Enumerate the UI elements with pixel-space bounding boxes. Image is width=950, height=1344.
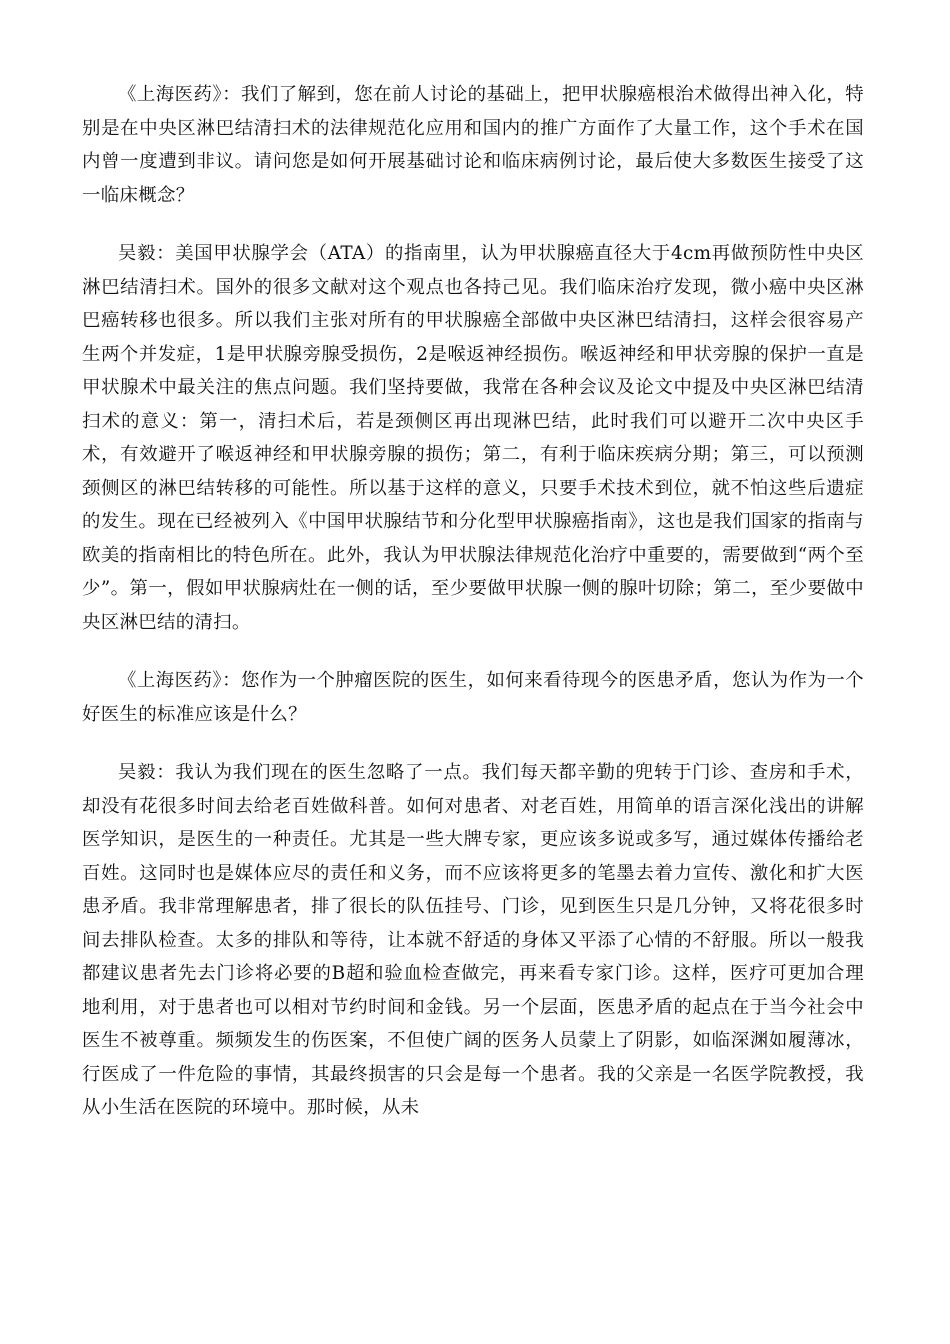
interview-answer-paragraph: 吴毅：美国甲状腺学会（ATA）的指南里，认为甲状腺癌直径大于4cm再做预防性中央区淋巴结清扫术。国外的很多文献对这个观点也各持己见。我们临床治疗发现，微小癌中央区淋巴癌转移也很多。所以我们主张对所有的甲状腺癌全部做中央区淋巴结清扫，这样会很容易产生两个并发症，1是甲状腺旁腺受损伤，2是喉返神经损伤。喉返神经和甲状旁腺的保护一直是甲状腺术中最关注的焦点问题。我们坚持要做，我常在各种会议及论文中提及中央区淋巴结清扫术的意义：第一，清扫术后，若是颈侧区再出现淋巴结，此时我们可以避开二次中央区手术，有效避开了喉返神经和甲状腺旁腺的损伤；第二，有利于临床疾病分期；第三，可以预测颈侧区的淋巴结转移的可能性。所以基于这样的意义，只要手术技术到位，就不怕这些后遗症的发生。现在已经被列入《中国甲状腺结节和分化型甲状腺癌指南》，这也是我们国家的指南与欧美的指南相比的特色所在。此外，我认为甲状腺法律规范化治疗中重要的，需要做到“两个至少”。第一，假如甲状腺病灶在一侧的话，至少要做甲状腺一侧的腺叶切除；第二，至少要做中央区淋巴结的清扫。 xyxy=(82,243,864,633)
interview-question-paragraph: 《上海医药》：您作为一个肿瘤医院的医生，如何来看待现今的医患矛盾，您认为作为一个好医生的标准应该是什么？ xyxy=(82,670,864,725)
interview-answer-paragraph: 吴毅：我认为我们现在的医生忽略了一点。我们每天都辛勤的兜转于门诊、查房和手术，却没有花很多时间去给老百姓做科普。如何对患者、对老百姓，用简单的语言深化浅出的讲解医学知识，是医生的一种责任。尤其是一些大牌专家，更应该多说或多写，通过媒体传播给老百姓。这同时也是媒体应尽的责任和义务，而不应该将更多的笔墨去着力宣传、激化和扩大医患矛盾。我非常理解患者，排了很长的队伍挂号、门诊，见到医生只是几分钟，又将花很多时间去排队检查。太多的排队和等待，让本就不舒适的身体又平添了心情的不舒服。所以一般我都建议患者先去门诊将必要的B超和验血检查做完，再来看专家门诊。这样，医疗可更加合理地利用，对于患者也可以相对节约时间和金钱。另一个层面，医患矛盾的起点在于当今社会中医生不被尊重。频频发生的伤医案，不但使广阔的医务人员蒙上了阴影，如临深渊如履薄冰，行医成了一件危险的事情，其最终损害的只会是每一个患者。我的父亲是一名医学院教授，我从小生活在医院的环境中。那时候，从未 xyxy=(82,762,864,1118)
interview-question-paragraph: 《上海医药》：我们了解到，您在前人讨论的基础上，把甲状腺癌根治术做得出神入化，特别是在中央区淋巴结清扫术的法律规范化应用和国内的推广方面作了大量工作，这个手术在国内曾一度遭到非议。请问您是如何开展基础讨论和临床病例讨论，最后使大多数医生接受了这一临床概念？ xyxy=(82,84,864,206)
document-page xyxy=(82,78,864,1150)
